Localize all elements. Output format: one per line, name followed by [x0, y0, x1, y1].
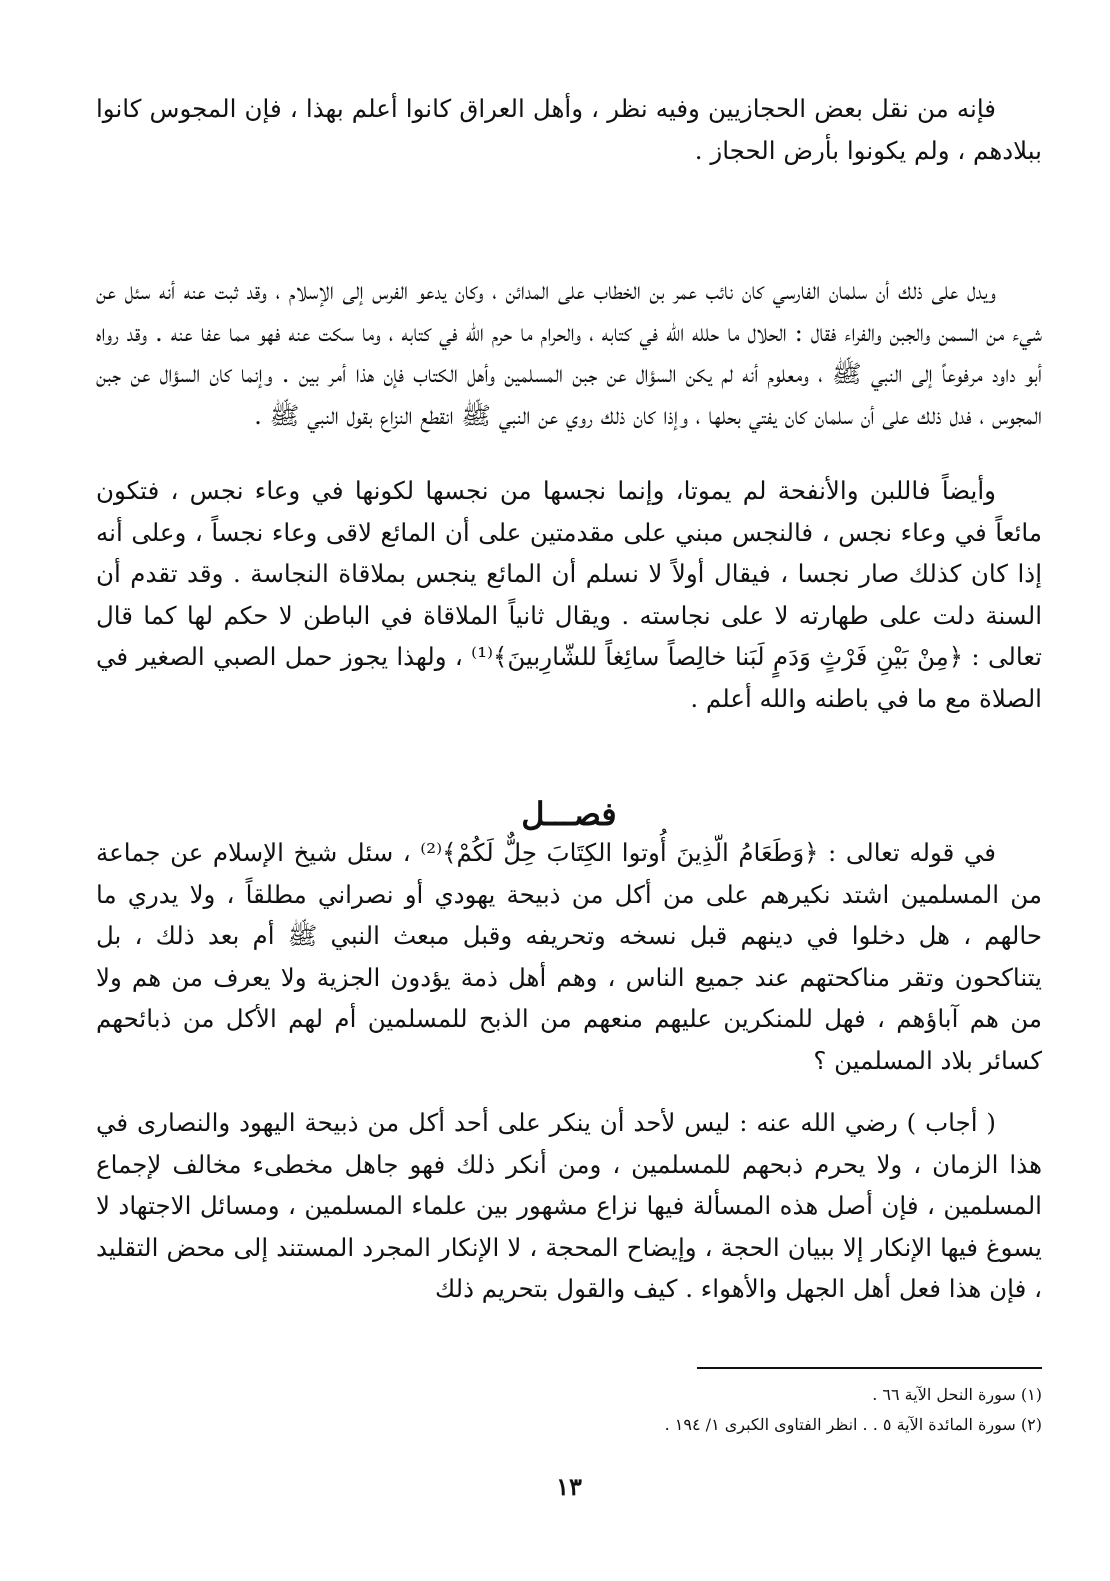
paragraph-milk-rennet: وأيضاً فاللبن والأنفحة لم يموتا، وإنما نجسها من نجسها لكونها في وعاء نجس ، فتكون مائعاً في وعاء نجس ، فالنجس مبني على مقدمتين على أن المائع لاقى وعاء نجساً ، وعلى أنه إذا كان كذلك صار نجسا ، فيقال أولاً لا نسلم أن المائع ينجس بملاقاة النجاسة . وقد تقدم أن السنة دلت على طهارته لا على نجاسته . ويقال ثانياً الملاقاة في الباطن لا حكم لها كما قال تعالى : ﴿مِنْ بَيْنِ فَرْثٍ وَدَمٍ لَبَنا خالِصاً سائِغاً للشّارِبينَ﴾⁽¹⁾ ، ولهذا يجوز حمل الصبي الصغير في الصلاة مع ما في باطنه والله أعلم .: [96, 476, 1042, 713]
book-page: [96, 80, 1042, 1560]
footnote-divider: [697, 1367, 1042, 1369]
paragraph-salman: ويدل على ذلك أن سلمان الفارسي كان نائب عمر بن الخطاب على المدائن ، وكان يدعو الفرس إلى الإسلام ، وقد ثبت عنه أنه سئل عن شيء من السمن والجبن والفراء فقال : الحلال ما حلله الله في كتابه ، والحرام ما حرم الله في كتابه ، وما سكت عنه فهو مما عفا عنه . وقد رواه أبو داود مرفوعاً إلى النبي ﷺ ، ومعلوم أنه لم يكن السؤال عن جبن المسلمين وأهل الكتاب فإن هذا أمر بين . وإنما كان السؤال عن جبن المجوس ، فدل ذلك على أن سلمان كان يفتي بحلها ، وإذا كان ذلك روي عن النبي ﷺ انقطع النزاع بقول النبي ﷺ .: [96, 276, 1042, 430]
section-heading: فصـــل: [521, 795, 617, 833]
footnote-2: (٢) سورة المائدة الآية ٥ . . انظر الفتاوى الكبرى ١/ ١٩٤ .: [664, 1415, 1042, 1434]
page-number: ١٣: [556, 1472, 582, 1501]
paragraph-answer: ( أجاب ) رضي الله عنه : ليس لأحد أن ينكر على أحد أكل من ذبيحة اليهود والنصارى في هذا الزمان ، ولا يحرم ذبحهم للمسلمين ، ومن أنكر ذلك فهو جاهل مخطىء مخالف لإجماع المسلمين ، فإن أصل هذه المسألة فيها نزاع مشهور بين علماء المسلمين ، ومسائل الاجتهاد لا يسوغ فيها الإنكار إلا ببيان الحجة ، وإيضاح المحجة ، لا الإنكار المجرد المستند إلى محض التقليد ، فإن هذا فعل أهل الجهل والأهواء . كيف والقول بتحريم ذلك: [96, 1108, 1042, 1303]
paragraph-continuation: فإنه من نقل بعض الحجازيين وفيه نظر ، وأهل العراق كانوا أعلم بهذا ، فإن المجوس كانوا ببلادهم ، ولم يكونوا بأرض الحجاز .: [96, 94, 1042, 165]
footnotes: [96, 1380, 1042, 1440]
footnote-1: (١) سورة النحل الآية ٦٦ .: [872, 1385, 1042, 1404]
paragraph-question: في قوله تعالى : ﴿وَطَعَامُ الّذِينَ أُوتوا الكِتَابَ حِلٌّ لَكُمْ﴾⁽²⁾ ، سئل شيخ الإسلام عن جماعة من المسلمين اشتد نكيرهم على من أكل من ذبيحة يهودي أو نصراني مطلقاً ، ولا يدري ما حالهم ، هل دخلوا في دينهم قبل نسخه وتحريفه وقبل مبعث النبي ﷺ أم بعد ذلك ، بل يتناكحون وتقر مناكحتهم عند جميع الناس ، وهم أهل ذمة يؤدون الجزية ولا يعرف من هم ولا من هم آباؤهم ، فهل للمنكرين عليهم منعهم من الذبح للمسلمين أم لهم الأكل من ذبائحهم كسائر بلاد المسلمين ؟: [96, 838, 1042, 1075]
